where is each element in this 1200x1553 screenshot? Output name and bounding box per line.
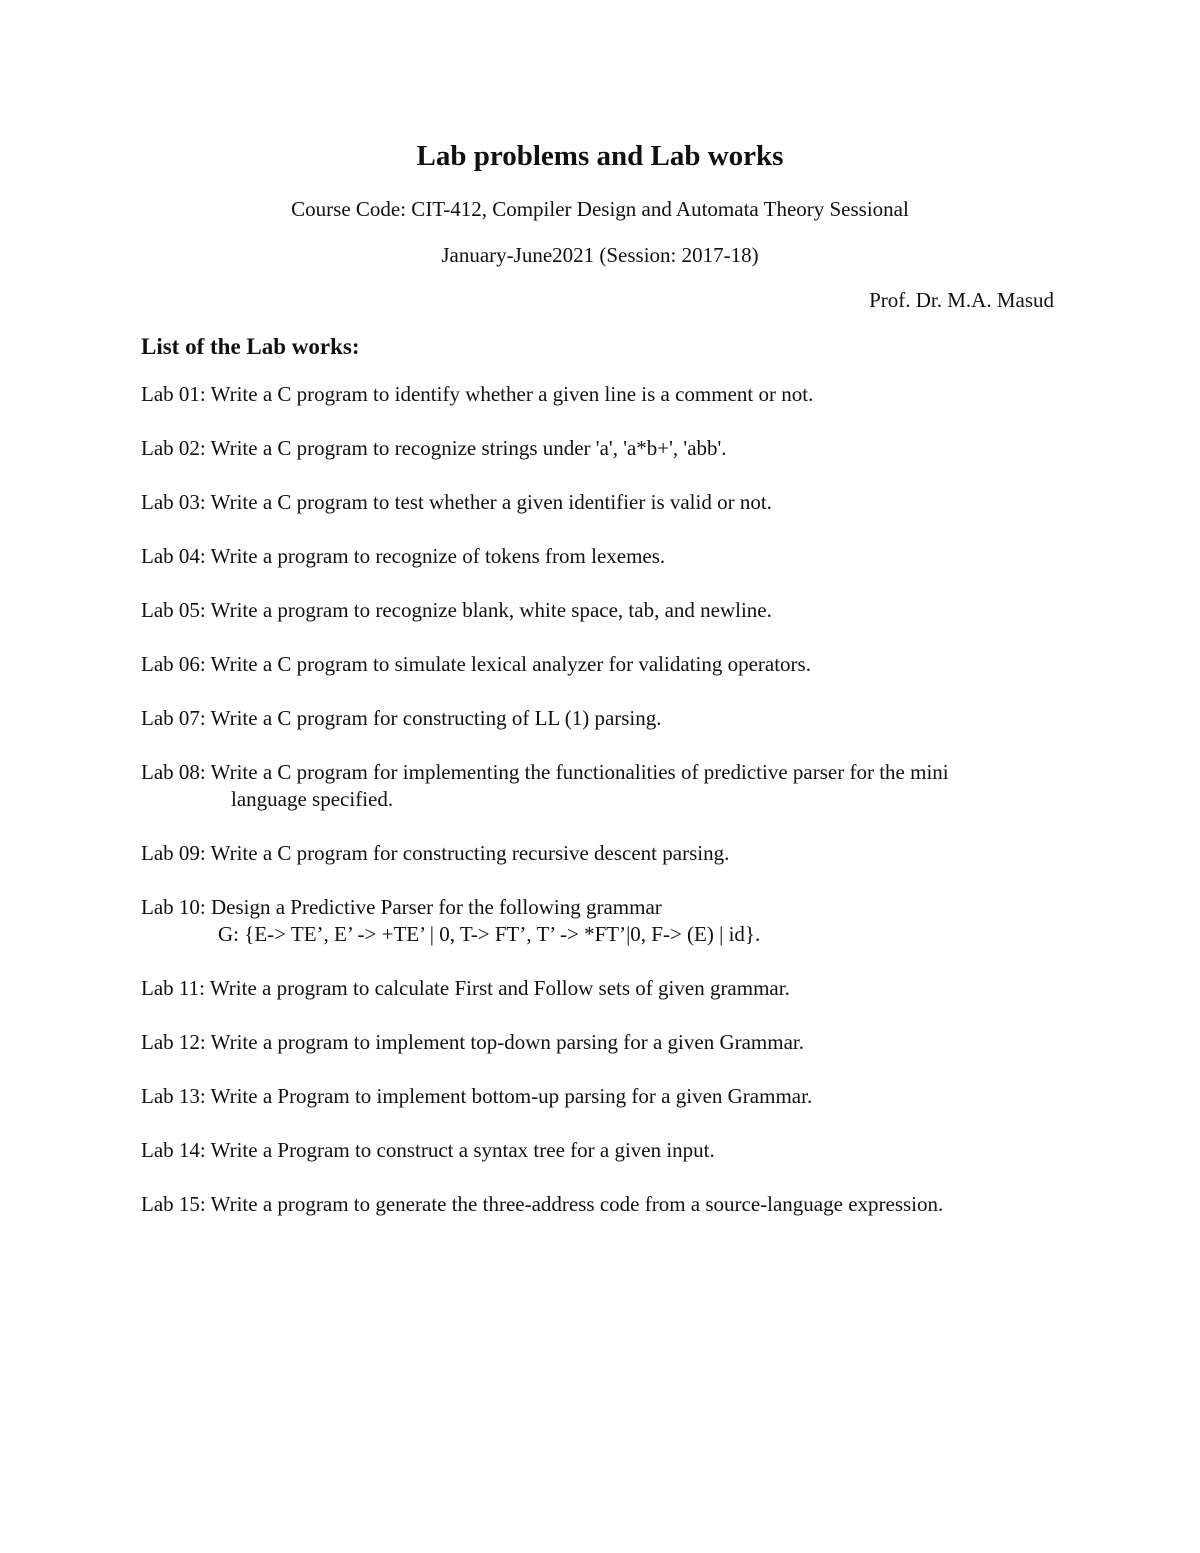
lab-text: Lab 15: Write a program to generate the three-address code from a source-language expression.: [141, 1192, 944, 1216]
grammar-definition: G: {E-> TE’, E’ -> +TE’ | 0, T-> FT’, T’ -> *FT’|0, F-> (E) | id}.: [218, 922, 761, 946]
lab-text: Lab 13: Write a Program to implement bottom-up parsing for a given Grammar.: [141, 1084, 813, 1108]
lab-text: Lab 06: Write a C program to simulate lexical analyzer for validating operators.: [141, 652, 811, 676]
course-code-line: Course Code: CIT-412, Compiler Design and Automata Theory Sessional: [291, 197, 909, 221]
document-title: Lab problems and Lab works: [416, 140, 784, 172]
lab-item: [141, 543, 1071, 570]
lab-item: [141, 489, 1071, 516]
lab-item: [141, 975, 1071, 1002]
lab-item: [141, 651, 1071, 678]
session-line: January-June2021 (Session: 2017-18): [441, 243, 759, 267]
lab-item: [141, 435, 1071, 462]
lab-item: [141, 1029, 1071, 1056]
lab-text: Lab 07: Write a C program for constructing of LL (1) parsing.: [141, 706, 662, 730]
lab-text: Lab 09: Write a C program for constructing recursive descent parsing.: [141, 841, 730, 865]
lab-item: [141, 597, 1071, 624]
lab-text: Lab 05: Write a program to recognize blank, white space, tab, and newline.: [141, 598, 772, 622]
lab-item: [141, 381, 1071, 408]
lab-list: [141, 381, 1071, 1245]
lab-item: [141, 759, 1071, 813]
lab-text: Lab 11: Write a program to calculate First and Follow sets of given grammar.: [141, 976, 790, 1000]
lab-text-continuation: language specified.: [231, 787, 394, 811]
lab-text: Lab 12: Write a program to implement top-down parsing for a given Grammar.: [141, 1030, 805, 1054]
list-heading: List of the Lab works:: [141, 334, 360, 359]
lab-text: Lab 02: Write a C program to recognize strings under 'a', 'a*b+', 'abb'.: [141, 436, 727, 460]
lab-text: Lab 03: Write a C program to test whether a given identifier is valid or not.: [141, 490, 772, 514]
lab-item: [141, 705, 1071, 732]
lab-text: Lab 14: Write a Program to construct a syntax tree for a given input.: [141, 1138, 715, 1162]
lab-item: [141, 1137, 1071, 1164]
lab-item: [141, 1083, 1071, 1110]
lab-text: Lab 10: Design a Predictive Parser for the following grammar: [141, 895, 662, 919]
lab-item: [141, 1191, 1071, 1218]
lab-text: Lab 04: Write a program to recognize of tokens from lexemes.: [141, 544, 666, 568]
author-name: Prof. Dr. M.A. Masud: [869, 288, 1054, 312]
lab-text: Lab 01: Write a C program to identify whether a given line is a comment or not.: [141, 382, 814, 406]
lab-item: [141, 840, 1071, 867]
lab-item: [141, 894, 1071, 948]
lab-text: Lab 08: Write a C program for implementing the functionalities of predictive parser for the mini: [141, 760, 949, 784]
